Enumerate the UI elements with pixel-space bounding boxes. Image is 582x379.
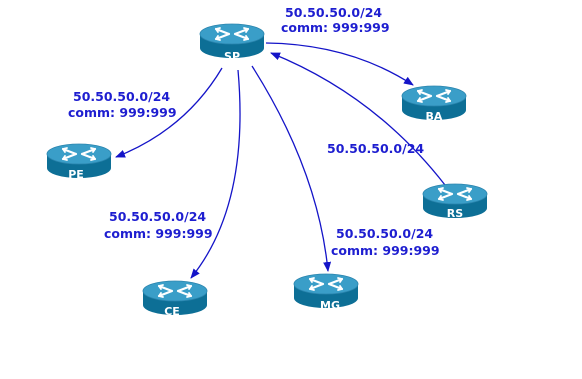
label-sp-ce-community: comm: 999:999: [104, 226, 213, 241]
router-ba-label: BA: [425, 110, 443, 123]
router-mg-label: MG: [320, 299, 340, 312]
label-sp-mg-prefix: 50.50.50.0/24: [336, 226, 434, 241]
router-ce[interactable]: [143, 281, 207, 318]
router-pe-label: PE: [68, 168, 84, 181]
link-sp-ba: [266, 43, 413, 85]
router-pe[interactable]: [47, 144, 111, 181]
link-sp-mg: [252, 66, 328, 271]
router-mg[interactable]: [294, 274, 358, 312]
link-rs-sp: [271, 53, 445, 185]
router-sp-label: SP: [224, 50, 240, 63]
router-ce-label: CE: [164, 305, 180, 318]
label-sp-ce-prefix: 50.50.50.0/24: [109, 209, 207, 224]
router-sp[interactable]: [200, 24, 264, 63]
label-sp-pe-community: comm: 999:999: [68, 105, 177, 120]
router-ba[interactable]: [402, 86, 466, 123]
label-sp-ba-prefix: 50.50.50.0/24: [285, 5, 383, 20]
label-rs-sp-prefix: 50.50.50.0/24: [327, 141, 425, 156]
router-rs[interactable]: [423, 184, 487, 220]
label-sp-ba-community: comm: 999:999: [281, 20, 390, 35]
label-sp-mg-community: comm: 999:999: [331, 243, 440, 258]
router-rs-label: RS: [446, 207, 464, 220]
label-sp-pe-prefix: 50.50.50.0/24: [73, 89, 171, 104]
